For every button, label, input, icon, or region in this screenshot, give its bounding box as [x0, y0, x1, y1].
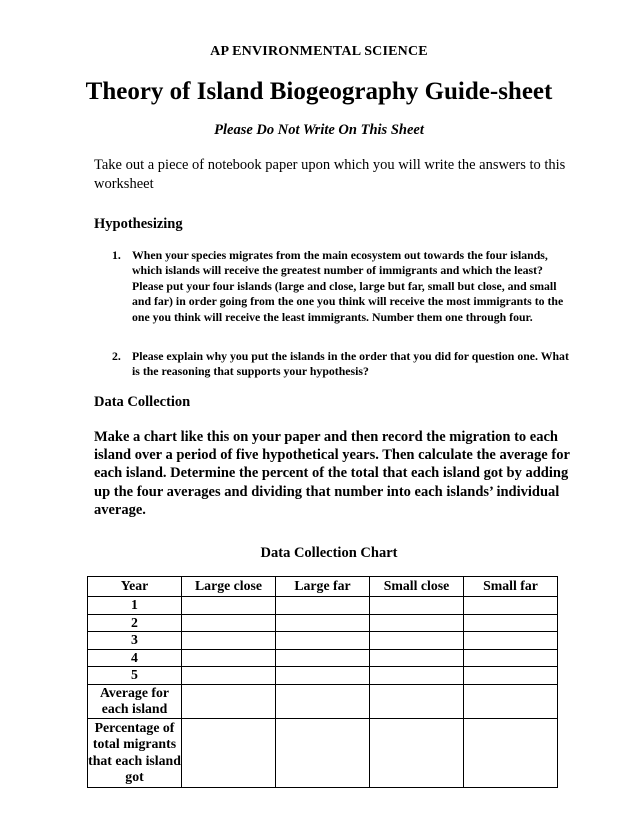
- column-header: Small close: [370, 577, 464, 597]
- table-row: [88, 684, 558, 718]
- table-header-row: [88, 577, 558, 597]
- column-header: Year: [88, 577, 182, 597]
- column-header: Large close: [182, 577, 276, 597]
- table-row: [88, 667, 558, 685]
- row-label: 5: [88, 667, 182, 685]
- table-cell: [370, 718, 464, 787]
- data-collection-heading: Data Collection: [94, 394, 191, 410]
- table-cell: [276, 684, 370, 718]
- table-cell: [464, 684, 558, 718]
- column-header: Small far: [464, 577, 558, 597]
- table-row: [88, 649, 558, 667]
- table-cell: [464, 667, 558, 685]
- table-cell: [464, 632, 558, 650]
- table-row: [88, 632, 558, 650]
- table-cell: [276, 649, 370, 667]
- table-cell: [276, 632, 370, 650]
- table-cell: [370, 667, 464, 685]
- table-cell: [276, 718, 370, 787]
- table-cell: [276, 614, 370, 632]
- table-cell: [370, 614, 464, 632]
- question-text: When your species migrates from the main ecosystem out towards the four islands, which islands will receive the greatest number of immigrants and which the least? Please put your four islands (large and close, large but far, small but close, and small and far) in order going from the one you think will receive the most immigrants to the one you think will receive the least immigrants. Number them one through four.: [132, 248, 564, 324]
- question-number: 1.: [112, 248, 121, 262]
- hypothesizing-heading: Hypothesizing: [94, 216, 183, 232]
- table-cell: [370, 632, 464, 650]
- row-label: Percentage of total migrants that each island got: [88, 718, 182, 787]
- table-row: [88, 614, 558, 632]
- table-row: [88, 597, 558, 615]
- data-collection-table: [87, 576, 558, 788]
- table-cell: [182, 649, 276, 667]
- table-cell: [182, 667, 276, 685]
- row-label: 4: [88, 649, 182, 667]
- page-title: Theory of Island Biogeography Guide-sheet: [85, 78, 553, 105]
- course-name: AP ENVIRONMENTAL SCIENCE: [210, 44, 428, 59]
- table-cell: [276, 597, 370, 615]
- table-cell: [182, 632, 276, 650]
- table-row: [88, 718, 558, 787]
- page-subtitle: Please Do Not Write On This Sheet: [214, 122, 424, 138]
- row-label: 2: [88, 614, 182, 632]
- table-cell: [276, 667, 370, 685]
- row-label: Average for each island: [88, 684, 182, 718]
- question-number: 2.: [112, 349, 121, 363]
- table-cell: [182, 718, 276, 787]
- table-cell: [370, 649, 464, 667]
- row-label: 1: [88, 597, 182, 615]
- table-cell: [464, 649, 558, 667]
- table-cell: [464, 614, 558, 632]
- table-cell: [464, 597, 558, 615]
- data-collection-instructions: Make a chart like this on your paper and then record the migration to each island over a period of five hypothetical years. Then calculate the average for each island. Determine the percent of the total that each island got by adding up the four averages and dividing that number into each islands’ individual average.: [94, 429, 570, 518]
- table-cell: [182, 597, 276, 615]
- question-text: Please explain why you put the islands in the order that you did for question one. What is the reasoning that supports your hypothesis?: [132, 349, 569, 379]
- table-cell: [464, 718, 558, 787]
- intro-text: Take out a piece of notebook paper upon which you will write the answers to this worksheet: [94, 157, 566, 192]
- row-label: 3: [88, 632, 182, 650]
- table-cell: [370, 684, 464, 718]
- table-cell: [182, 684, 276, 718]
- table-cell: [370, 597, 464, 615]
- column-header: Large far: [276, 577, 370, 597]
- chart-title: Data Collection Chart: [260, 545, 398, 561]
- table-cell: [182, 614, 276, 632]
